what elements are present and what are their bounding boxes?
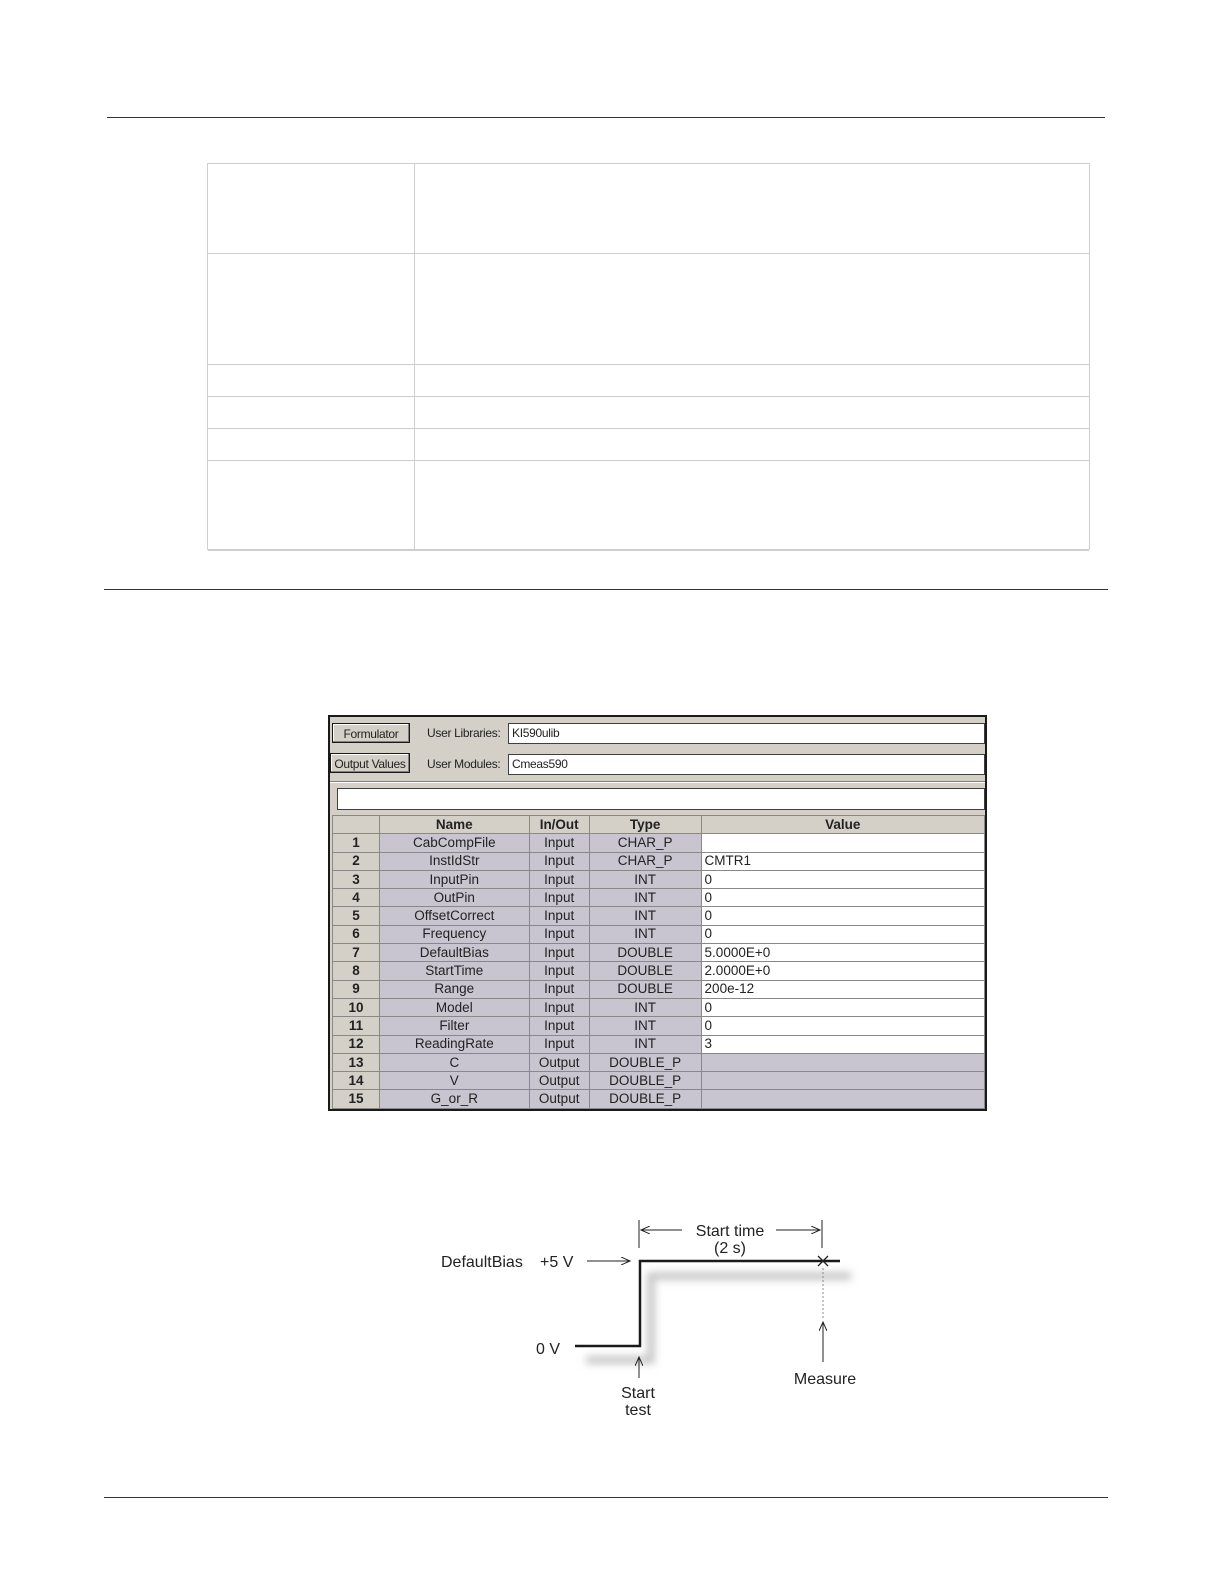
- param-direction: Input: [529, 870, 589, 888]
- column-header-name[interactable]: Name: [379, 816, 529, 834]
- parameter-table-row: [208, 164, 1089, 254]
- column-header-value[interactable]: Value: [701, 816, 984, 834]
- param-name: Frequency: [379, 925, 529, 943]
- output-values-button[interactable]: Output Values: [330, 753, 410, 773]
- param-direction: Input: [529, 1017, 589, 1035]
- parameter-table-row: [208, 397, 1089, 429]
- param-type: INT: [589, 998, 701, 1016]
- table-row[interactable]: [333, 980, 985, 998]
- row-number: 14: [333, 1072, 380, 1090]
- column-header-type[interactable]: Type: [589, 816, 701, 834]
- param-direction: Input: [529, 980, 589, 998]
- row-number: 6: [333, 925, 380, 943]
- table-row[interactable]: [333, 1017, 985, 1035]
- user-libraries-field[interactable]: KI590ulib: [508, 723, 985, 744]
- param-name: V: [379, 1072, 529, 1090]
- default-bias-label: DefaultBias: [441, 1254, 523, 1271]
- row-number: 15: [333, 1090, 380, 1108]
- table-row[interactable]: [333, 834, 985, 852]
- grid-header-row: [333, 816, 985, 834]
- table-row[interactable]: [333, 998, 985, 1016]
- param-name: DefaultBias: [379, 944, 529, 962]
- table-row[interactable]: [333, 907, 985, 925]
- param-value-cell[interactable]: 0: [701, 907, 984, 925]
- table-row[interactable]: [333, 1035, 985, 1053]
- param-name: StartTime: [379, 962, 529, 980]
- table-row[interactable]: [333, 870, 985, 888]
- bias-value-label: +5 V: [540, 1254, 574, 1271]
- param-type: CHAR_P: [589, 834, 701, 852]
- row-number: 7: [333, 944, 380, 962]
- footer-rule: [104, 1497, 1108, 1498]
- param-direction: Output: [529, 1053, 589, 1071]
- param-value-cell[interactable]: 3: [701, 1035, 984, 1053]
- param-value-cell[interactable]: 0: [701, 925, 984, 943]
- start-time-sub: (2 s): [714, 1240, 746, 1257]
- column-header-in-out[interactable]: In/Out: [529, 816, 589, 834]
- timing-diagram: [430, 1210, 870, 1425]
- param-name: OffsetCorrect: [379, 907, 529, 925]
- parameter-table: [207, 163, 1090, 550]
- table-row[interactable]: [333, 962, 985, 980]
- table-row[interactable]: [333, 889, 985, 907]
- start-test-label-2: test: [625, 1402, 651, 1419]
- param-name: InstIdStr: [379, 852, 529, 870]
- table-row[interactable]: [333, 1090, 985, 1108]
- param-name: ReadingRate: [379, 1035, 529, 1053]
- user-libraries-label: User Libraries:: [427, 726, 501, 740]
- row-number: 3: [333, 870, 380, 888]
- formulator-button[interactable]: Formulator: [332, 723, 410, 743]
- param-value-cell[interactable]: CMTR1: [701, 852, 984, 870]
- header-rule: [107, 117, 1105, 118]
- row-number: 9: [333, 980, 380, 998]
- row-number: 13: [333, 1053, 380, 1071]
- param-value-cell[interactable]: 5.0000E+0: [701, 944, 984, 962]
- row-number: 5: [333, 907, 380, 925]
- table-row[interactable]: [333, 1072, 985, 1090]
- param-direction: Output: [529, 1072, 589, 1090]
- param-name: G_or_R: [379, 1090, 529, 1108]
- grid-corner-cell: [333, 816, 380, 834]
- section-rule: [104, 589, 1108, 590]
- param-name: C: [379, 1053, 529, 1071]
- param-value-cell[interactable]: [701, 834, 984, 852]
- module-parameters-window: [328, 715, 987, 1111]
- param-type: CHAR_P: [589, 852, 701, 870]
- row-number: 12: [333, 1035, 380, 1053]
- param-type: DOUBLE: [589, 944, 701, 962]
- table-row[interactable]: [333, 1053, 985, 1071]
- param-value-cell[interactable]: [701, 1053, 984, 1071]
- zero-volt-label: 0 V: [536, 1341, 561, 1358]
- table-row[interactable]: [333, 852, 985, 870]
- param-name: Range: [379, 980, 529, 998]
- param-type: INT: [589, 1017, 701, 1035]
- param-name: CabCompFile: [379, 834, 529, 852]
- param-value-cell[interactable]: 2.0000E+0: [701, 962, 984, 980]
- table-row[interactable]: [333, 925, 985, 943]
- measure-label: Measure: [793, 1371, 857, 1388]
- row-number: 1: [333, 834, 380, 852]
- param-direction: Input: [529, 889, 589, 907]
- param-direction: Input: [529, 998, 589, 1016]
- param-value-cell[interactable]: 0: [701, 889, 984, 907]
- param-direction: Input: [529, 852, 589, 870]
- param-direction: Input: [529, 925, 589, 943]
- parameter-table-row: [208, 461, 1089, 551]
- row-number: 10: [333, 998, 380, 1016]
- row-number: 2: [333, 852, 380, 870]
- waveform-shadow: [586, 1276, 851, 1360]
- param-type: INT: [589, 870, 701, 888]
- parameter-table-row: [208, 254, 1089, 365]
- param-type: DOUBLE_P: [589, 1053, 701, 1071]
- start-test-label-1: Start: [621, 1385, 655, 1402]
- param-type: DOUBLE_P: [589, 1090, 701, 1108]
- param-direction: Input: [529, 944, 589, 962]
- param-value-cell[interactable]: 0: [701, 998, 984, 1016]
- parameter-table-row: [208, 365, 1089, 397]
- table-row[interactable]: [333, 944, 985, 962]
- param-direction: Output: [529, 1090, 589, 1108]
- param-type: DOUBLE: [589, 962, 701, 980]
- start-time-label: Start time: [695, 1223, 765, 1240]
- user-modules-label: User Modules:: [427, 757, 501, 771]
- param-type: DOUBLE: [589, 980, 701, 998]
- param-direction: Input: [529, 1035, 589, 1053]
- param-name: Model: [379, 998, 529, 1016]
- row-number: 11: [333, 1017, 380, 1035]
- user-modules-field[interactable]: Cmeas590: [508, 754, 985, 775]
- param-direction: Input: [529, 834, 589, 852]
- param-type: INT: [589, 889, 701, 907]
- param-direction: Input: [529, 907, 589, 925]
- param-name: Filter: [379, 1017, 529, 1035]
- param-name: OutPin: [379, 889, 529, 907]
- param-value-cell[interactable]: 0: [701, 1017, 984, 1035]
- parameter-grid: [332, 815, 985, 1109]
- param-type: DOUBLE_P: [589, 1072, 701, 1090]
- param-value-cell[interactable]: [701, 1072, 984, 1090]
- parameter-table-row: [208, 429, 1089, 461]
- param-type: INT: [589, 925, 701, 943]
- command-field[interactable]: [337, 788, 985, 810]
- param-value-cell[interactable]: [701, 1090, 984, 1108]
- row-number: 8: [333, 962, 380, 980]
- window-separator: [330, 781, 985, 783]
- param-direction: Input: [529, 962, 589, 980]
- param-value-cell[interactable]: 200e-12: [701, 980, 984, 998]
- param-name: InputPin: [379, 870, 529, 888]
- param-type: INT: [589, 1035, 701, 1053]
- parameter-table-divider: [414, 164, 415, 549]
- row-number: 4: [333, 889, 380, 907]
- param-type: INT: [589, 907, 701, 925]
- param-value-cell[interactable]: 0: [701, 870, 984, 888]
